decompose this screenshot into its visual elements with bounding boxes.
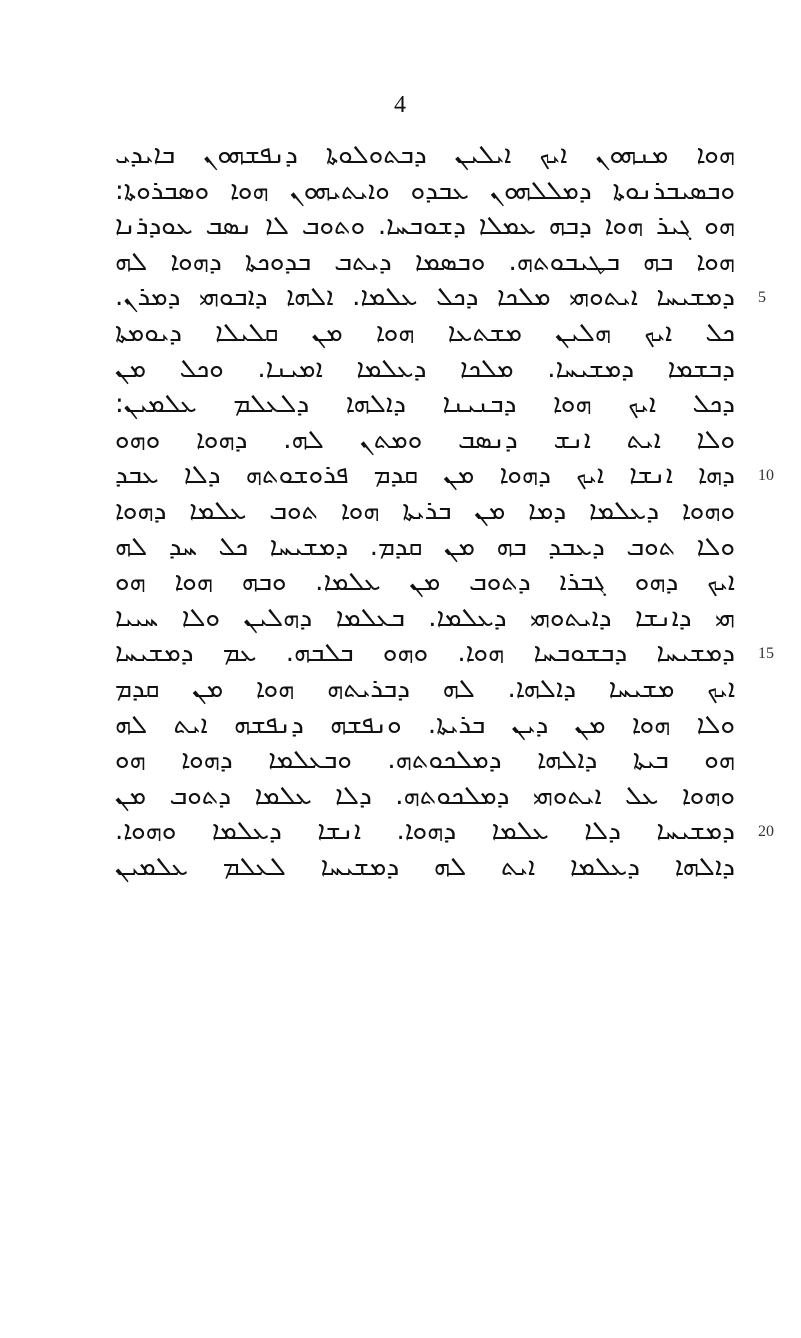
line-text: ܘܒܣܝܒܪܢܘܬܐ ܕܡܠܠܗܘܢ ܥܒܕܘ ܘܐܝܬܝܗܘܢ ܗܘܐ ܘܣܒܪܘܬܐ:: [115, 175, 735, 206]
line-text: ܘܗܘܐ ܥܠ ܐܝܬܘܗܝ ܕܡܠܟܘܬܗ. ܕܠܐ ܥܠܡܐ ܕܬܘܒ ܡܢ: [115, 780, 735, 811]
line-text: ܘܠܐ ܐܝܬ ܐܢܫ ܕܢܣܒ ܘܡܬܢ ܠܗ. ܕܗܘܐ ܘܗܘ: [115, 424, 735, 455]
text-line: [115, 530, 735, 566]
text-line: [115, 672, 735, 708]
text-line: [115, 708, 735, 744]
line-number: 20: [758, 823, 774, 841]
text-line: [115, 174, 735, 210]
text-line: [115, 494, 735, 530]
text-line: [115, 352, 735, 388]
text-line: [115, 387, 735, 423]
line-text: ܐܝܟ ܡܫܝܚܐ ܕܐܠܗܐ. ܠܗ ܕܒܪܝܬܗ ܗܘܐ ܡܢ ܩܕܡ: [115, 673, 735, 704]
text-line: [115, 458, 735, 494]
line-text: ܕܐܠܗܐ ܕܥܠܡܐ ܐܝܬ ܠܗ ܕܡܫܝܚܐ ܠܥܠܡ ܥܠܡܝܢ: [115, 851, 735, 882]
line-text: ܗܝ ܕܐܢܫܐ ܕܐܝܬܘܗܝ ܕܥܠܡܐ. ܒܥܠܡܐ ܕܗܠܝܢ ܘܠܐ ܚܝܝܐ: [115, 602, 735, 633]
line-text: ܘܗܘܐ ܕܥܠܡܐ ܕܡܐ ܡܢ ܒܪܝܬܐ ܗܘܐ ܬܘܒ ܥܠܡܐ ܕܗܘܐ: [115, 495, 735, 526]
line-text: ܘܠܐ ܬܘܒ ܕܥܒܕ ܒܗ ܡܢ ܩܕܡ. ܕܡܫܝܚܐ ܟܠ ܚܕ ܠܗ: [115, 531, 735, 562]
line-text: ܗܘܐ ܡܢܗܘܢ ܐܝܟ ܐܝܠܝܢ ܕܒܬܘܠܘܬܐ ܕܢܦܫܗܘܢ ܒܐܝܕܝ: [115, 140, 735, 170]
line-text: ܗܘ ܒܝܬܐ ܕܐܠܗܐ ܕܡܠܟܘܬܗ. ܘܒܥܠܡܐ ܕܗܘܐ ܗܘ: [115, 745, 735, 776]
text-line: [115, 636, 735, 672]
line-text: ܕܡܫܝܚܐ ܕܠܐ ܥܠܡܐ ܕܗܘܐ. ܐܢܫܐ ܕܥܠܡܐ ܘܗܘܐ.: [115, 816, 735, 847]
line-text: ܗܘܐ ܒܗ ܒܛܝܒܘܬܗ. ܘܒܣܡܐ ܕܝܬܒ ܒܕܘܟܬܐ ܕܗܘܐ ܠܗ: [115, 246, 735, 277]
text-block: [115, 138, 735, 885]
line-text: ܕܒܫܡܐ ܕܡܫܝܚܐ. ܡܠܟܐ ܕܥܠܡܐ ܐܡܝܢܐ. ܘܟܠ ܡܢ: [115, 353, 735, 384]
text-line: [115, 743, 735, 779]
line-text: ܕܗܐ ܐܢܫܐ ܐܝܟ ܕܗܘܐ ܡܢ ܩܕܡ ܦܪܘܫܘܬܗ ܕܠܐ ܥܒܕ: [115, 460, 735, 491]
line-text: ܕܡܫܝܚܐ ܕܒܫܘܒܚܐ ܗܘܐ. ܘܗܘ ܒܠܒܗ. ܥܡ ܕܡܫܝܚܐ: [115, 638, 735, 669]
line-text: ܐܝܟ ܕܗܘ ܓܒܪܐ ܕܬܘܒ ܡܢ ܥܠܡܐ. ܘܒܗ ܗܘܐ ܗܘ: [115, 567, 735, 598]
line-text: ܟܠ ܐܝܟ ܗܠܝܢ ܡܫܬܥܐ ܗܘܐ ܡܢ ܩܠܝܠܐ ܕܝܘܡܬܐ: [115, 317, 735, 348]
line-text: ܘܠܐ ܗܘܐ ܡܢ ܕܝܢ ܒܪܝܬܐ. ܘܢܦܫܗ ܕܢܦܫܗ ܐܝܬ ܠܗ: [115, 709, 735, 740]
text-line: [115, 245, 735, 281]
text-line: [115, 280, 735, 316]
text-line: [115, 209, 735, 245]
line-text: ܕܡܫܝܚܐ ܐܝܬܘܗܝ ܡܠܟܐ ܕܟܠ ܥܠܡܐ. ܐܠܗܐ ܕܐܒܘܗܝ ܕܡܪܢ.: [115, 282, 735, 313]
line-text: ܕܟܠ ܐܝܟ ܗܘܐ ܕܒܢܝܢܐ ܕܐܠܗܐ ܕܠܥܠܡ ܥܠܡܝܢ:: [115, 389, 735, 420]
text-line: [115, 779, 735, 815]
text-line: [115, 423, 735, 459]
line-number: 15: [758, 645, 774, 663]
line-text: ܗܘ ܓܝܪ ܗܘܐ ܕܒܗ ܥܡܠܐ ܕܫܘܒܚܐ. ܘܬܘܒ ܠܐ ܢܣܒ ܥܘܕܪܢܐ: [115, 211, 735, 242]
line-number: 10: [758, 467, 774, 485]
line-number: 5: [758, 289, 766, 307]
text-line: [115, 601, 735, 637]
text-line: [115, 316, 735, 352]
page-number: 4: [394, 92, 407, 118]
text-line: [115, 138, 735, 174]
text-line: [115, 565, 735, 601]
text-line: [115, 814, 735, 850]
text-line: [115, 850, 735, 886]
